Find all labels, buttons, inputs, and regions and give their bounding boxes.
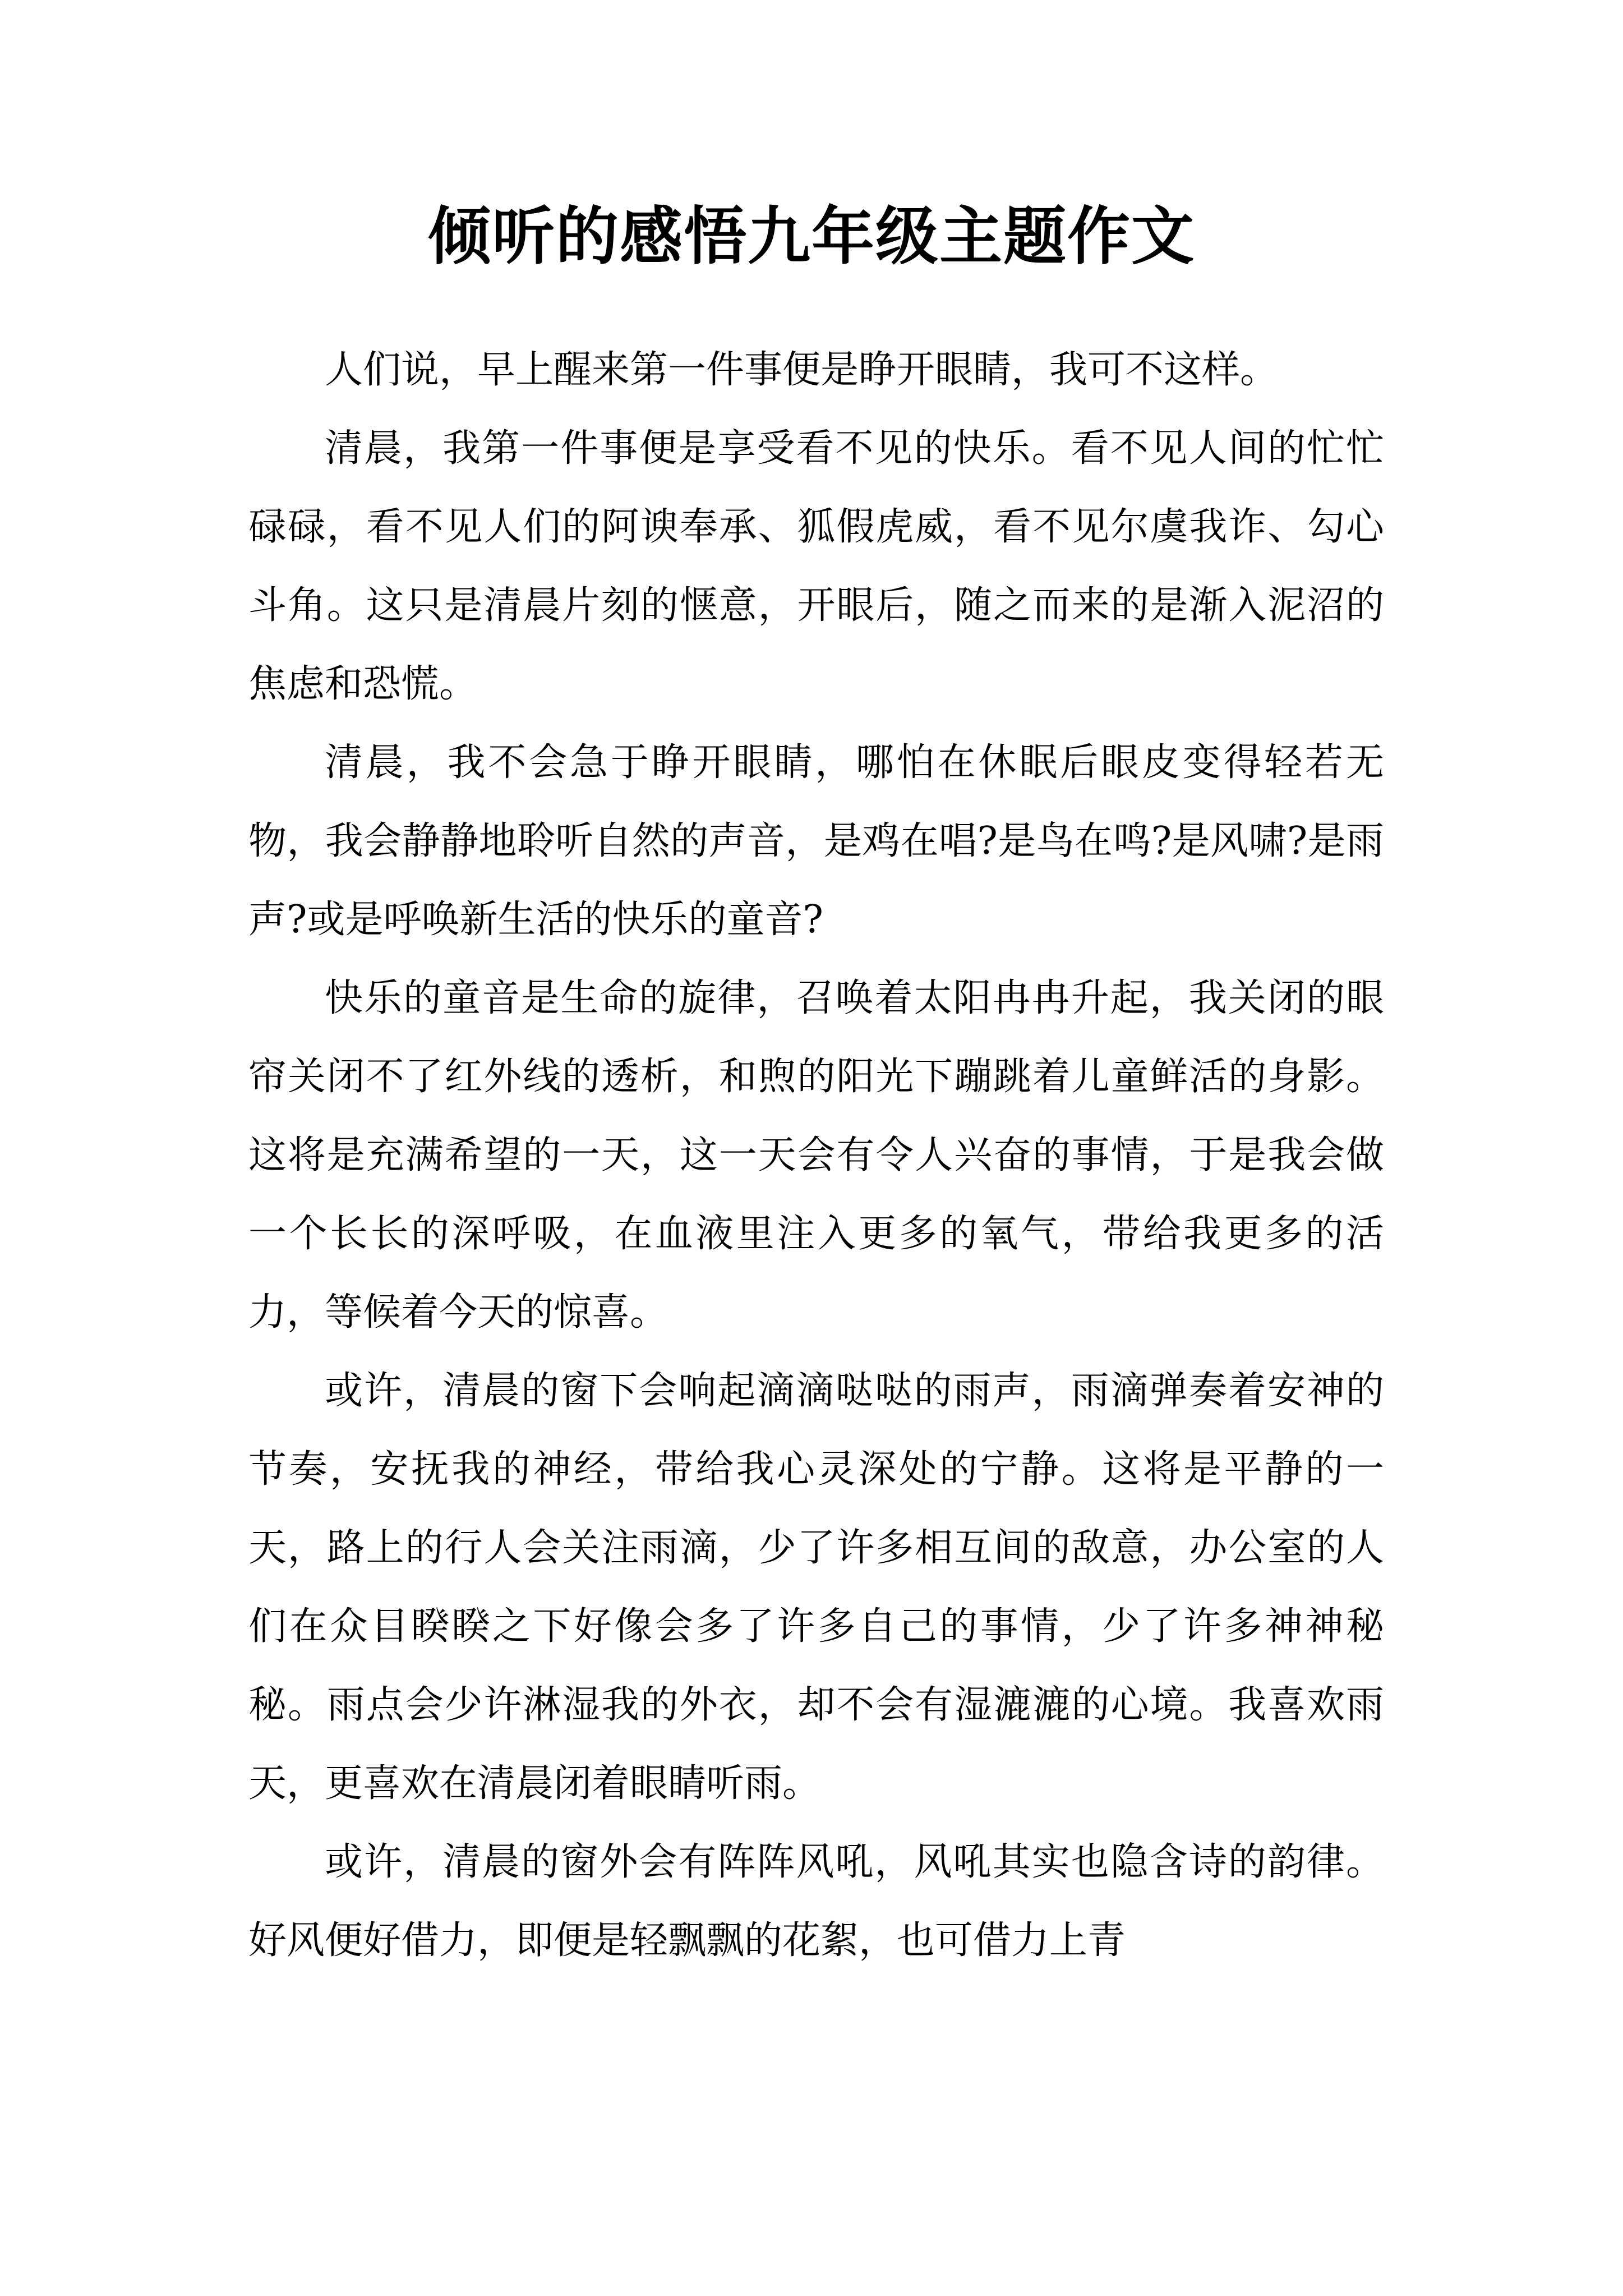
paragraph-6: 或许，清晨的窗外会有阵阵风吼，风吼其实也隐含诗的韵律。好风便好借力，即便是轻飘飘的花絮，也可借力上青 <box>248 1840 1384 1963</box>
paragraph-4: 快乐的童音是生命的旋律，召唤着太阳冉冉升起，我关闭的眼帘关闭不了红外线的透析，和煦的阳光下蹦跳着儿童鲜活的身影。这将是充满希望的一天，这一天会有令人兴奋的事情，于是我会做一个长长的深呼吸，在血液里注入更多的氧气，带给我更多的活力，等候着今天的惊喜。 <box>248 976 1384 1335</box>
paragraph-2: 清晨，我第一件事便是享受看不见的快乐。看不见人间的忙忙碌碌，看不见人们的阿谀奉承、狐假虎威，看不见尔虞我诈、勾心斗角。这只是清晨片刻的惬意，开眼后，随之而来的是渐入泥沼的焦虑和恐慌。 <box>248 426 1384 706</box>
paragraph-5: 或许，清晨的窗下会响起滴滴哒哒的雨声，雨滴弹奏着安神的节奏，安抚我的神经，带给我心灵深处的宁静。这将是平静的一天，路上的行人会关注雨滴，少了许多相互间的敌意，办公室的人们在众目睽睽之下好像会多了许多自己的事情，少了许多神神秘秘。雨点会少许淋湿我的外衣，却不会有湿漉漉的心境。我喜欢雨天，更喜欢在清晨闭着眼睛听雨。 <box>248 1369 1384 1806</box>
document-title: 倾听的感悟九年级主题作文 <box>428 200 1195 273</box>
document-body <box>248 331 1384 1980</box>
paragraph-3: 清晨，我不会急于睁开眼睛，哪怕在休眠后眼皮变得轻若无物，我会静静地聆听自然的声音，是鸡在唱?是鸟在鸣?是风啸?是雨声?或是呼唤新生活的快乐的童音? <box>248 740 1384 942</box>
paragraph-1: 人们说，早上醒来第一件事便是睁开眼睛，我可不这样。 <box>325 348 1279 392</box>
